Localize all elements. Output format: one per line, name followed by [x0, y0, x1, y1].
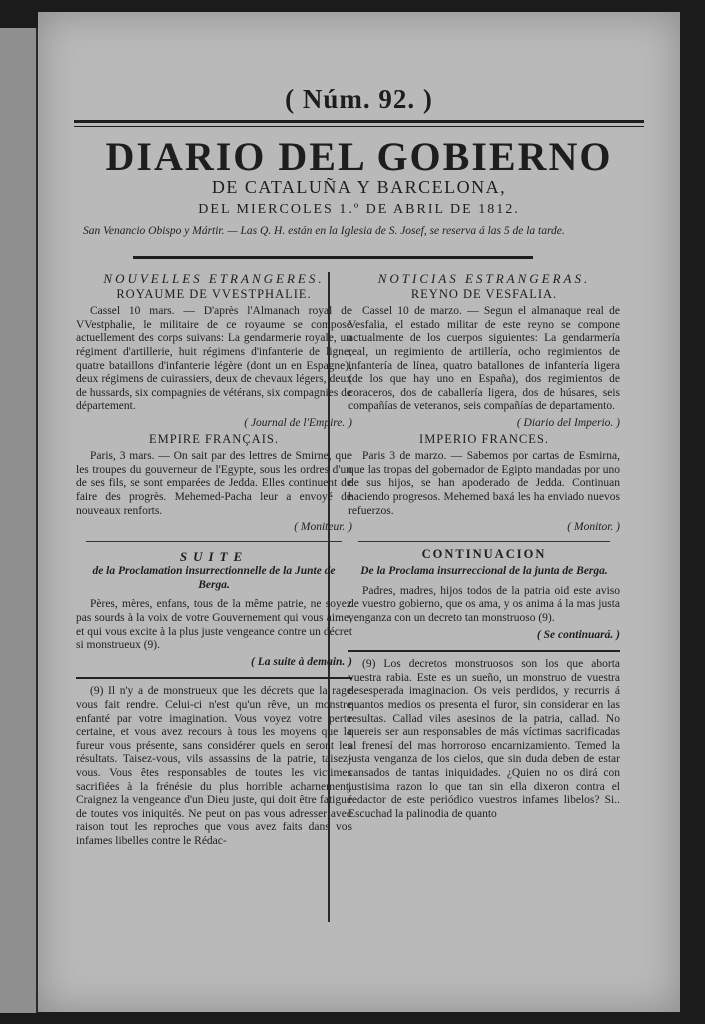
source-credit: ( Moniteur. )	[294, 521, 352, 534]
left-column	[76, 270, 352, 852]
suite-subtitle: de la Proclamation insurrectionnelle de la Junte de Berga.	[92, 565, 336, 591]
top-rule-thin	[74, 126, 644, 127]
source-credit: ( Monitor. )	[567, 521, 620, 534]
section-title-fr: NOUVELLES ETRANGERES.	[103, 271, 325, 286]
section-title-es: NOTICIAS ESTRANGERAS.	[377, 271, 591, 286]
article-paragraph: Cassel 10 de marzo. — Segun el almanaque real de Vesfalia, el estado militar de este reyno se compone actualmente de los cuerpos siguientes: La gendarmería real, un regimiento de artillería, ocho regimientos de infantería de línea, quatro batallones de infantería ligera (de los que hay uno en España), dos regimientos de coraceros, dos de caballería ligera, dos de húsares, seis compañías de veteranos, seis compañías de departamento.	[348, 305, 620, 413]
article-paragraph: Paris, 3 mars. — On sait par des lettres de Smirne, que les troupes du gouverneur de l'Egypte, sous les ordres d'un de ses fils, se sont emparées de Jedda. Elles continuent de faire des progrès. Mehemed-Pacha leur a envoyé de nouveaux renforts.	[76, 450, 352, 517]
article-paragraph: Paris 3 de marzo. — Sabemos por cartas de Esmirna, que las tropas del gobernador de Egipto mandadas por uno de sus hijos, se han apoderado de Jedda. Continuan haciendo progresos. Mehemed baxá les ha enviado nuevos refuerzos.	[348, 450, 620, 517]
source-credit: ( Journal de l'Empire. )	[244, 416, 352, 429]
section-divider	[358, 541, 610, 542]
newspaper-page	[38, 12, 680, 1012]
footnote-rule	[76, 677, 352, 679]
place-heading: ROYAUME DE VVESTPHALIE.	[116, 286, 312, 301]
place-heading: EMPIRE FRANÇAIS.	[149, 431, 279, 446]
footnote-paragraph: (9) Il n'y a de monstrueux que les décrets que la rage vous fait rendre. Celui-ci n'est qu'un rêve, un monstre enfanté par votre imagination. Vous voyez votre perte certaine, et vous avez recours à tous les moyens que la fureur vous présente, sans considérer quels en seront les résultats. Taisez-vous, vils assassins de la patrie, taisez-vous. Vous êtes responsables de toutes les victimes sacrifiées à la frénésie du plus horrible acharnement. Craignez la vengeance d'un Dieu juste, qui doit être fatigué de toutes vos iniquités. Ne peut on pas vous adresser avec raison tout les reproches que vous avez faits dans vos infames libelles contre le Rédac-	[76, 685, 352, 847]
masthead-title: DIARIO DEL GOBIERNO	[105, 134, 613, 179]
place-heading: IMPERIO FRANCES.	[419, 431, 549, 446]
place-heading: REYNO DE VESFALIA.	[410, 286, 558, 301]
saint-notice: San Venancio Obispo y Mártir. — Las Q. H. están en la Iglesia de S. Josef, se reserva á las 5 de la tarde.	[83, 225, 565, 237]
masthead-subtitle: DE CATALUÑA Y BARCELONA,	[211, 177, 507, 197]
continuation-heading: CONTINUACION	[421, 546, 547, 561]
continuation-note: ( La suite à demain. )	[251, 655, 352, 668]
continuation-note: ( Se continuará. )	[536, 628, 620, 641]
suite-heading: SUITE	[179, 548, 249, 564]
adjacent-page-edge	[0, 28, 38, 1013]
article-paragraph: Cassel 10 mars. — D'après l'Almanach royal de VVestphalie, le militaire de ce royaume se compose actuellement des corps suivans: La gendarmerie royale, un régiment d'artillerie, huit régimens d'infanterie de ligne, quatre bataillons d'infanterie légère (dont un en Espagne), deux régimens de cuirassiers, deux de chevaux légers, deux de hussards, six compagnies de vétérans, six compagnies de département.	[76, 305, 352, 413]
dateline: DEL MIERCOLES 1.º DE ABRIL DE 1812.	[198, 202, 520, 217]
footnote-paragraph: (9) Los decretos monstruosos son los que aborta vuestra rabia. Este es un sueño, un monstruo de vuestra desesperada imaginacion. Os veis perdidos, y recurris á quantos medios os presenta el furor, sin considerar en las resultas. Callad viles asesinos de la patria, callad. No quereis ser aun responsables de más víctimas sacrificadas al frenesí del mas horroroso encarnizamiento. Temed la justa venganza de los cielos, que sin duda deben de estar cansados de tantas iniquidades. ¿Quien no os dirá con justisima razon lo que tan sin ella dixeron contra el redactor de este periódico vuestros infames libelos? Si.. Escuchad la palinodia de quanto	[348, 658, 620, 820]
header-rule	[133, 256, 533, 259]
top-rule-thick	[74, 120, 644, 123]
article-paragraph: Pères, mères, enfans, tous de la même patrie, ne soyez pas sourds à la voix de votre Gouvernement qui vous aime, et qui vous excite à la plus juste vengeance contre un décret si monstrueux (9).	[76, 598, 352, 652]
right-column	[348, 270, 620, 824]
article-paragraph: Padres, madres, hijos todos de la patria oid este aviso de vuestro gobierno, que os ama, y os anima á la mas justa venganza con un decreto tan monstruoso (9).	[348, 584, 620, 625]
footnote-rule	[348, 650, 620, 652]
continuation-subtitle: De la Proclama insurreccional de la junta de Berga.	[360, 565, 608, 578]
source-credit: ( Diario del Imperio. )	[516, 416, 620, 429]
section-divider	[86, 541, 342, 542]
issue-number: ( Núm. 92. )	[285, 84, 433, 114]
